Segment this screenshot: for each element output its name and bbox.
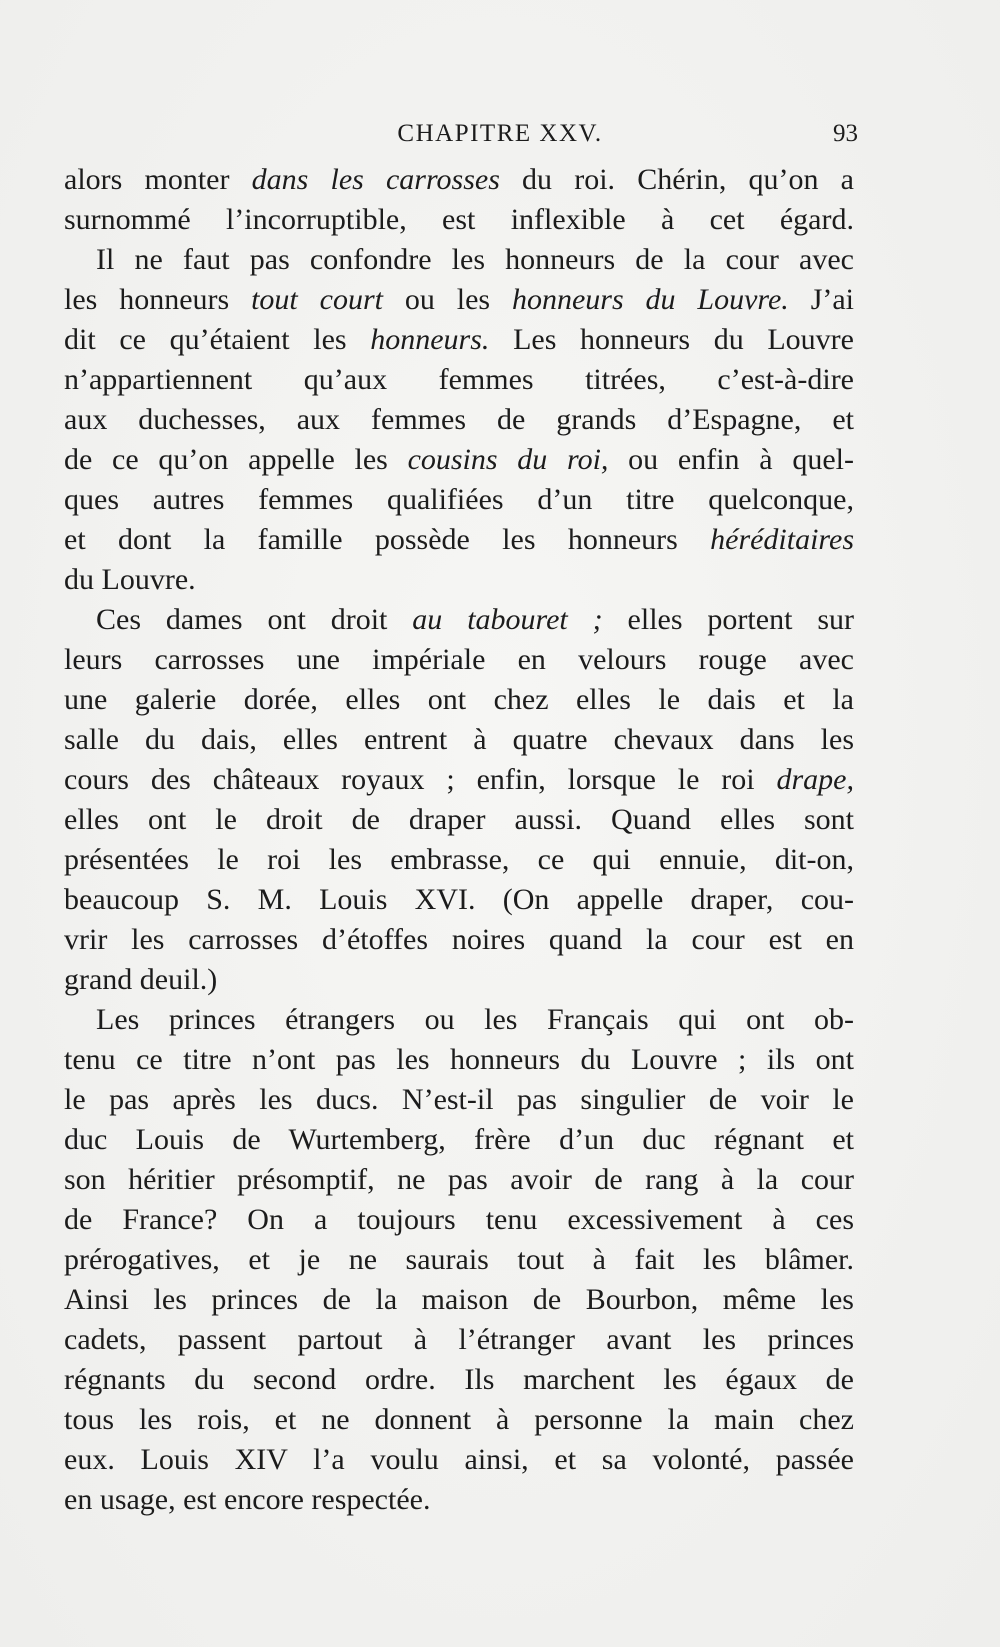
italic-text: honneurs. <box>370 323 490 356</box>
italic-text: tout court <box>251 283 383 316</box>
text-line <box>64 400 854 440</box>
text-line <box>64 1320 854 1360</box>
text-segment: salle du dais, elles entrent à quatre chevaux dans les <box>64 723 854 756</box>
text-segment: tous les rois, et ne donnent à personne la main chez <box>64 1403 854 1436</box>
text-line <box>64 200 854 240</box>
text-segment: elles ont le droit de draper aussi. Quand elles sont <box>64 803 854 836</box>
running-title: CHAPITRE XXV. <box>397 120 603 147</box>
text-line <box>64 280 854 320</box>
text-line <box>64 520 854 560</box>
text-segment: régnants du second ordre. Ils marchent les égaux de <box>64 1363 854 1396</box>
text-line <box>64 1480 854 1520</box>
text-line <box>64 1000 854 1040</box>
italic-text: dans les carrosses <box>251 163 500 196</box>
text-segment: grand deuil.) <box>64 963 218 996</box>
text-segment: Ces dames ont droit <box>96 603 413 636</box>
text-line <box>64 1440 854 1480</box>
text-segment: de France? On a toujours tenu excessivement à ces <box>64 1203 854 1236</box>
body-text <box>64 160 854 1520</box>
running-head <box>0 120 1000 152</box>
text-line <box>64 560 854 600</box>
text-segment: vrir les carrosses d’étoffes noires quand la cour est en <box>64 923 854 956</box>
text-line <box>64 320 854 360</box>
italic-text: héréditaires <box>710 523 854 556</box>
text-segment: Ainsi les princes de la maison de Bourbon, même les <box>64 1283 854 1316</box>
text-segment: aux duchesses, aux femmes de grands d’Espagne, et <box>64 403 854 436</box>
text-segment: J’ai <box>788 283 855 316</box>
text-segment: ques autres femmes qualifiées d’un titre quelconque, <box>64 483 854 516</box>
text-segment: duc Louis de Wurtemberg, frère d’un duc régnant et <box>64 1123 854 1156</box>
text-segment: surnommé l’incorruptible, est inflexible à cet égard. <box>64 203 854 236</box>
page-number: 93 <box>833 120 858 147</box>
text-line <box>64 720 854 760</box>
text-segment: le pas après les ducs. N’est-il pas singulier de voir le <box>64 1083 854 1116</box>
text-segment: les honneurs <box>64 283 252 316</box>
text-line <box>64 800 854 840</box>
text-line <box>64 920 854 960</box>
text-segment: alors monter <box>64 163 252 196</box>
text-line <box>64 1080 854 1120</box>
text-line <box>64 600 854 640</box>
text-line <box>64 240 854 280</box>
text-segment: en usage, est encore respectée. <box>64 1483 431 1516</box>
text-segment: présentées le roi les embrasse, ce qui ennuie, dit-on, <box>64 843 854 876</box>
text-line <box>64 1120 854 1160</box>
text-line <box>64 1400 854 1440</box>
text-segment: tenu ce titre n’ont pas les honneurs du Louvre ; ils ont <box>64 1043 854 1076</box>
text-segment: leurs carrosses une impériale en velours rouge avec <box>64 643 854 676</box>
text-segment: ou les <box>382 283 512 316</box>
text-line <box>64 960 854 1000</box>
text-segment: et dont la famille possède les honneurs <box>64 523 711 556</box>
text-line <box>64 1160 854 1200</box>
text-line <box>64 160 854 200</box>
text-line <box>64 680 854 720</box>
text-segment: dit ce qu’étaient les <box>64 323 371 356</box>
text-line <box>64 1200 854 1240</box>
text-line <box>64 360 854 400</box>
text-line <box>64 480 854 520</box>
text-segment: cours des châteaux royaux ; enfin, lorsque le roi <box>64 763 777 796</box>
text-segment: Les honneurs du Louvre <box>489 323 854 356</box>
text-line <box>64 1040 854 1080</box>
text-segment: ou enfin à quel- <box>608 443 854 476</box>
text-line <box>64 640 854 680</box>
text-line <box>64 440 854 480</box>
text-line <box>64 760 854 800</box>
italic-text: au tabouret ; <box>412 603 603 636</box>
text-segment: eux. Louis XIV l’a voulu ainsi, et sa volonté, passée <box>64 1443 854 1476</box>
text-segment: cadets, passent partout à l’étranger avant les princes <box>64 1323 854 1356</box>
text-segment: Les princes étrangers ou les Français qui ont ob- <box>96 1003 854 1036</box>
text-line <box>64 880 854 920</box>
text-segment: elles portent sur <box>602 603 854 636</box>
text-segment: du roi. Chérin, qu’on a <box>499 163 854 196</box>
text-segment: du Louvre. <box>64 563 196 596</box>
text-segment: prérogatives, et je ne saurais tout à fait les blâmer. <box>64 1243 854 1276</box>
text-segment: son héritier présomptif, ne pas avoir de rang à la cour <box>64 1163 854 1196</box>
text-line <box>64 840 854 880</box>
text-segment: beaucoup S. M. Louis XVI. (On appelle draper, cou- <box>64 883 854 916</box>
text-segment: de ce qu’on appelle les <box>64 443 408 476</box>
italic-text: cousins du roi, <box>407 443 609 476</box>
text-segment: Il ne faut pas confondre les honneurs de la cour avec <box>96 243 854 276</box>
text-segment: une galerie dorée, elles ont chez elles le dais et la <box>64 683 854 716</box>
italic-text: drape, <box>776 763 854 796</box>
italic-text: honneurs du Louvre. <box>511 283 789 316</box>
text-line <box>64 1240 854 1280</box>
text-line <box>64 1360 854 1400</box>
text-line <box>64 1280 854 1320</box>
text-segment: n’appartiennent qu’aux femmes titrées, c’est-à-dire <box>64 363 854 396</box>
